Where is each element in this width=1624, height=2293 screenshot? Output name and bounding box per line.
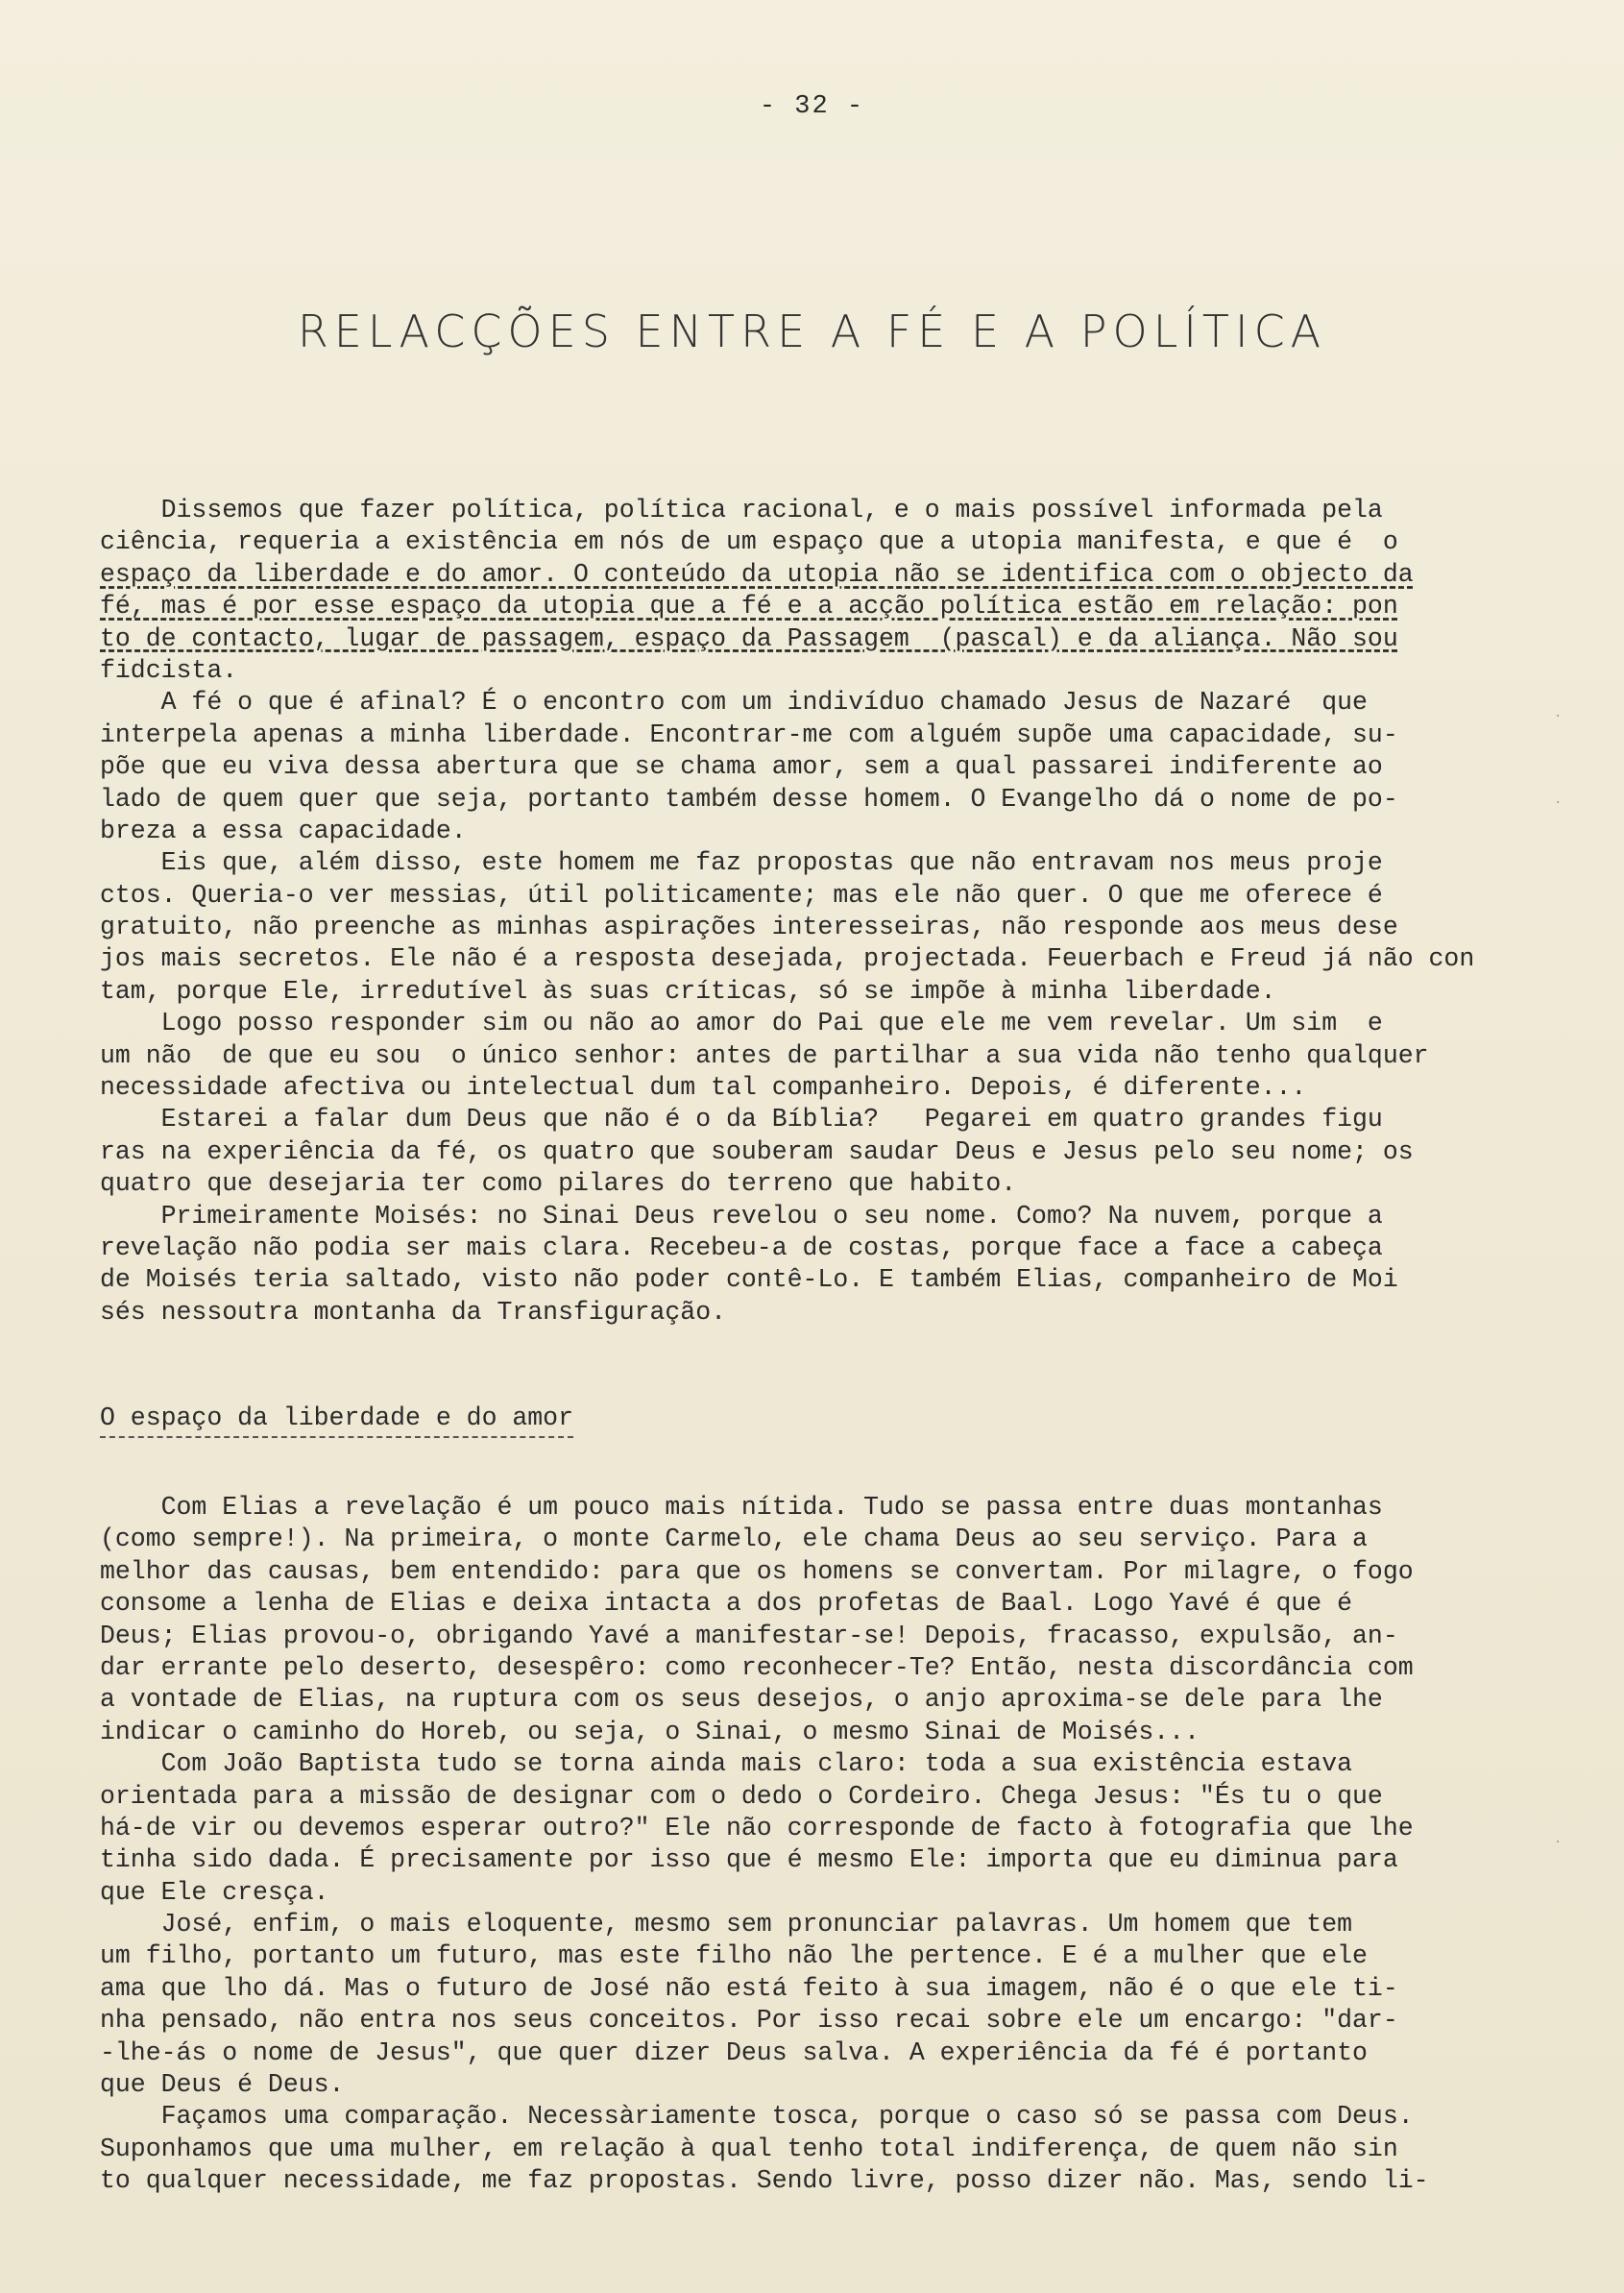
margin-dot: · [1554,1835,1563,1850]
margin-dot: · [1554,795,1563,811]
text-line: quatro que desejaria ter como pilares do terreno que habito. [100,1169,1017,1199]
text-line: interpela apenas a minha liberdade. Encontrar-me com alguém supõe uma capacidade, su- [100,720,1398,749]
text-line: -lhe-ás o nome de Jesus", que quer dizer Deus salva. A experiência da fé é portanto [100,2037,1368,2067]
text-line: dar errante pelo deserto, desespêro: como reconhecer-Te? Então, nesta discordância com [100,1652,1414,1682]
text-line: ama que lho dá. Mas o futuro de José não está feito à sua imagem, não é o que ele ti- [100,1973,1398,2003]
text-line: Façamos uma comparação. Necessàriamente tosca, porque o caso só se passa com Deus. [100,2102,1414,2132]
text-line: to qualquer necessidade, me faz propostas. Sendo livre, posso dizer não. Mas, sendo li- [100,2166,1429,2196]
text-line: um não de que eu sou o único senhor: antes de partilhar a sua vida não tenho qualquer [100,1040,1429,1070]
text-line: jos mais secretos. Ele não é a resposta desejada, projectada. Feuerbach e Freud já não con [100,944,1475,974]
text-line: tam, porque Ele, irredutível às suas críticas, só se impõe à minha liberdade. [100,976,1276,1006]
text-line: que Deus é Deus. [100,2070,345,2100]
text-line: fé, mas é por esse espaço da utopia que a fé e a acção política estão em relação: pon [100,592,1398,622]
text-line: melhor das causas, bem entendido: para que os homens se convertam. Por milagre, o fogo [100,1556,1414,1586]
text-line: Deus; Elias provou-o, obrigando Yavé a manifestar-se! Depois, fracasso, expulsão, an- [100,1621,1398,1650]
text-line: de Moisés teria saltado, visto não poder contê-Lo. E também Elias, companheiro de Moi [100,1265,1398,1295]
text-line: orientada para a missão de designar com o dedo o Cordeiro. Chega Jesus: "És tu o que [100,1781,1383,1811]
text-line: nha pensado, não entra nos seus conceitos. Por isso recai sobre ele um encargo: "dar- [100,2006,1398,2036]
text-line: Suponhamos que uma mulher, em relação à qual tenho total indiferença, de quem não sin [100,2134,1398,2163]
text-line: gratuito, não preenche as minhas aspirações interesseiras, não responde aos meus dese [100,913,1398,942]
text-line: um filho, portanto um futuro, mas este filho não lhe pertence. E é a mulher que ele [100,1941,1368,1971]
text-line: Dissemos que fazer política, política racional, e o mais possível informada pela [100,496,1383,524]
text-line: (como sempre!). Na primeira, o monte Carmelo, ele chama Deus ao seu serviço. Para a [100,1525,1368,1554]
text-line: fidcista. [100,655,238,685]
text-line: Eis que, além disso, este homem me faz propostas que não entravam nos meus proje [100,848,1383,878]
text-line: a vontade de Elias, na ruptura com os seus desejos, o anjo aproxima-se dele para lhe [100,1685,1383,1715]
page-title: RELACÇÕES ENTRE A FÉ E A POLÍTICA [297,305,1327,357]
text-line: ciência, requeria a existência em nós de um espaço que a utopia manifesta, e que é o [100,527,1398,557]
text-line: indicar o caminho do Horeb, ou seja, o Sinai, o mesmo Sinai de Moisés... [100,1717,1200,1746]
margin-dot: · [1554,709,1563,724]
text-line: A fé o que é afinal? É o encontro com um indivíduo chamado Jesus de Nazaré que [100,688,1368,718]
text-line: necessidade afectiva ou intelectual dum tal companheiro. Depois, é diferente... [100,1073,1307,1103]
paragraph-block-2 [100,1492,1473,2198]
text-line: há-de vir ou devemos esperar outro?" Ele não corresponde de facto à fotografia que lhe [100,1813,1414,1842]
text-line: Logo posso responder sim ou não ao amor do Pai que ele me vem revelar. Um sim e [100,1009,1383,1038]
text-line: lado de quem quer que seja, portanto também desse homem. O Evangelho dá o nome de po- [100,784,1398,814]
text-line: breza a essa capacidade. [100,816,467,845]
text-line: ras na experiência da fé, os quatro que souberam saudar Deus e Jesus pelo seu nome; os [100,1136,1414,1166]
section-heading: O espaço da liberdade e do amor [100,1403,573,1438]
paragraph-block-1 [100,495,1473,1329]
text-line: to de contacto, lugar de passagem, espaço da Passagem (pascal) e da aliança. Não sou [100,623,1398,653]
text-line: sés nessoutra montanha da Transfiguração. [100,1297,727,1327]
page-number: - 32 - [759,92,865,121]
text-line: que Ele cresça. [100,1877,329,1907]
text-line: Com Elias a revelação é um pouco mais nítida. Tudo se passa entre duas montanhas [100,1493,1383,1522]
text-line: ctos. Queria-o ver messias, útil politicamente; mas ele não quer. O que me oferece é [100,880,1383,910]
text-line: consome a lenha de Elias e deixa intacta a dos profetas de Baal. Logo Yavé é que é [100,1589,1353,1619]
text-line: Estarei a falar dum Deus que não é o da Bíblia? Pegarei em quatro grandes figu [100,1105,1383,1134]
text-line: põe que eu viva dessa abertura que se chama amor, sem a qual passarei indiferente ao [100,752,1383,782]
text-line: José, enfim, o mais eloquente, mesmo sem pronunciar palavras. Um homem que tem [100,1910,1353,1939]
text-line: Primeiramente Moisés: no Sinai Deus revelou o seu nome. Como? Na nuvem, porque a [100,1201,1383,1231]
text-line: revelação não podia ser mais clara. Recebeu-a de costas, porque face a face a cabeça [100,1232,1383,1262]
text-line: Com João Baptista tudo se torna ainda mais claro: toda a sua existência estava [100,1749,1353,1779]
text-line: espaço da liberdade e do amor. O conteúdo da utopia não se identifica com o objecto da [100,559,1414,589]
text-line: tinha sido dada. É precisamente por isso que é mesmo Ele: importa que eu diminua para [100,1845,1398,1875]
